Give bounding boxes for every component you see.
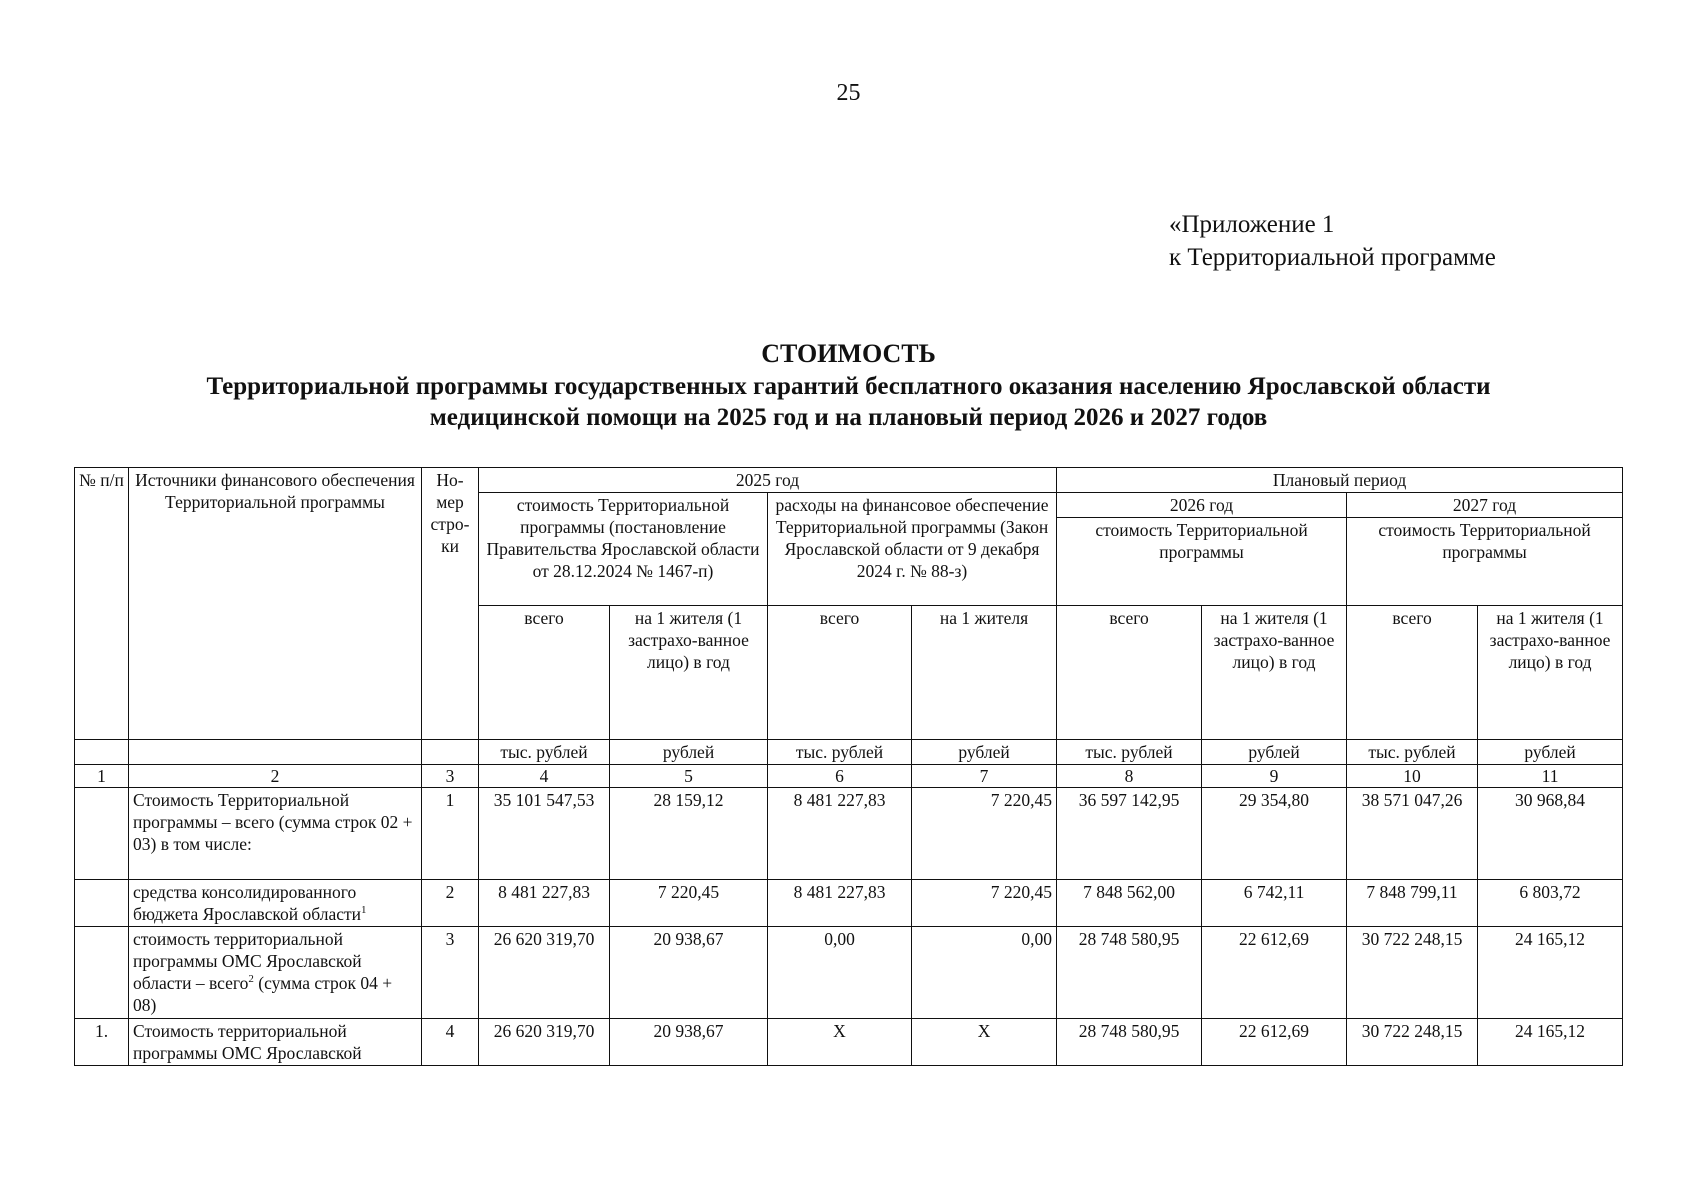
value-2027-total: 38 571 047,26 <box>1347 788 1478 880</box>
document-title <box>0 338 1697 433</box>
value-2026-per-capita: 6 742,11 <box>1202 880 1347 927</box>
header-expenses-2025: расходы на финансовое обеспечение Территориальной программы (Закон Ярославской области от 9 декабря 2024 г. № 88-з) <box>768 493 1057 606</box>
value-2025-exp-total: 8 481 227,83 <box>768 880 912 927</box>
unit-rub: рублей <box>1478 740 1623 765</box>
column-number: 7 <box>912 765 1057 788</box>
column-number: 8 <box>1057 765 1202 788</box>
value-2027-per-capita: 6 803,72 <box>1478 880 1623 927</box>
value-2027-total: 30 722 248,15 <box>1347 1019 1478 1066</box>
row-line-number: 1 <box>422 788 479 880</box>
value-2025-cost-total: 8 481 227,83 <box>479 880 610 927</box>
unit-rub: рублей <box>912 740 1057 765</box>
header-total: всего <box>768 606 912 740</box>
row-source: Стоимость Территориальной программы – всего (сумма строк 02 + 03) в том числе: <box>129 788 422 880</box>
column-number: 5 <box>610 765 768 788</box>
value-2025-cost-per-capita: 7 220,45 <box>610 880 768 927</box>
header-total: всего <box>479 606 610 740</box>
table-row <box>75 880 1623 927</box>
title-line-3: медицинской помощи на 2025 год и на плановый период 2026 и 2027 годов <box>429 404 1268 431</box>
value-2025-exp-per-capita: 7 220,45 <box>912 788 1057 880</box>
value-2027-total: 7 848 799,11 <box>1347 880 1478 927</box>
value-2025-exp-per-capita: 7 220,45 <box>912 880 1057 927</box>
header-per-resident: на 1 жителя <box>912 606 1057 740</box>
row-source-text: стоимость территориальной программы ОМС Ярославской области – всего <box>133 929 362 993</box>
units-empty <box>129 740 422 765</box>
value-2027-per-capita: 30 968,84 <box>1478 788 1623 880</box>
units-row <box>75 740 1623 765</box>
value-2025-exp-per-capita: Х <box>912 1019 1057 1066</box>
column-number: 4 <box>479 765 610 788</box>
row-line-number: 4 <box>422 1019 479 1066</box>
header-source: Источники финансового обеспечения Территориальной программы <box>129 468 422 740</box>
column-number: 9 <box>1202 765 1347 788</box>
row-line-number: 2 <box>422 880 479 927</box>
row-num <box>75 788 129 880</box>
header-cost-2026: стоимость Территориальной программы <box>1057 518 1347 606</box>
value-2026-total: 28 748 580,95 <box>1057 1019 1202 1066</box>
title-line-2: Территориальной программы государственных гарантий бесплатного оказания населению Ярославской области <box>206 373 1491 400</box>
header-planned-period: Плановый период <box>1057 468 1623 493</box>
footnote-mark: 2 <box>248 973 254 986</box>
row-num <box>75 927 129 1019</box>
units-empty <box>422 740 479 765</box>
value-2025-cost-total: 26 620 319,70 <box>479 927 610 1019</box>
value-2026-total: 7 848 562,00 <box>1057 880 1202 927</box>
header-year-2026: 2026 год <box>1057 493 1347 518</box>
row-source: Стоимость территориальной программы ОМС Ярославской <box>129 1019 422 1066</box>
header-per-insured: на 1 жителя (1 застрахо-ванное лицо) в год <box>1202 606 1347 740</box>
value-2025-exp-total: 8 481 227,83 <box>768 788 912 880</box>
header-line-number: Но-мер стро-ки <box>422 468 479 740</box>
header-per-insured: на 1 жителя (1 застрахо-ванное лицо) в год <box>1478 606 1623 740</box>
header-cost-2025: стоимость Территориальной программы (постановление Правительства Ярославской области от 28.12.2024 № 1467-п) <box>479 493 768 606</box>
row-source-text: средства консолидированного бюджета Ярославской области <box>133 882 362 924</box>
unit-rub: рублей <box>610 740 768 765</box>
appendix-line-2: к Территориальной программе <box>1169 244 1496 271</box>
header-num: № п/п <box>75 468 129 740</box>
value-2026-per-capita: 22 612,69 <box>1202 1019 1347 1066</box>
unit-thousand-rub: тыс. рублей <box>1347 740 1478 765</box>
unit-thousand-rub: тыс. рублей <box>768 740 912 765</box>
title-line-1: СТОИМОСТЬ <box>761 339 936 368</box>
value-2027-per-capita: 24 165,12 <box>1478 927 1623 1019</box>
header-cost-2027: стоимость Территориальной программы <box>1347 518 1623 606</box>
row-source <box>129 927 422 1019</box>
header-total: всего <box>1347 606 1478 740</box>
header-row-1 <box>75 468 1623 493</box>
column-numbers-row <box>75 765 1623 788</box>
header-total: всего <box>1057 606 1202 740</box>
value-2025-exp-per-capita: 0,00 <box>912 927 1057 1019</box>
row-line-number: 3 <box>422 927 479 1019</box>
column-number: 10 <box>1347 765 1478 788</box>
value-2025-cost-total: 35 101 547,53 <box>479 788 610 880</box>
cost-table <box>74 467 1623 1066</box>
column-number: 3 <box>422 765 479 788</box>
header-year-2025: 2025 год <box>479 468 1057 493</box>
value-2025-cost-total: 26 620 319,70 <box>479 1019 610 1066</box>
header-per-insured: на 1 жителя (1 застрахо-ванное лицо) в год <box>610 606 768 740</box>
unit-thousand-rub: тыс. рублей <box>1057 740 1202 765</box>
unit-thousand-rub: тыс. рублей <box>479 740 610 765</box>
value-2026-per-capita: 22 612,69 <box>1202 927 1347 1019</box>
units-empty <box>75 740 129 765</box>
column-number: 11 <box>1478 765 1623 788</box>
value-2025-cost-per-capita: 20 938,67 <box>610 1019 768 1066</box>
appendix-note <box>1169 208 1496 274</box>
column-number: 1 <box>75 765 129 788</box>
table-row <box>75 788 1623 880</box>
table-row <box>75 1019 1623 1066</box>
value-2027-per-capita: 24 165,12 <box>1478 1019 1623 1066</box>
page-number: 25 <box>836 80 861 106</box>
row-num <box>75 880 129 927</box>
column-number: 6 <box>768 765 912 788</box>
value-2025-cost-per-capita: 28 159,12 <box>610 788 768 880</box>
column-number: 2 <box>129 765 422 788</box>
value-2026-total: 36 597 142,95 <box>1057 788 1202 880</box>
footnote-mark: 1 <box>361 904 367 917</box>
header-year-2027: 2027 год <box>1347 493 1623 518</box>
row-source <box>129 880 422 927</box>
row-source-text: (сумма строк 04 + 08) <box>133 973 393 1015</box>
value-2026-total: 28 748 580,95 <box>1057 927 1202 1019</box>
value-2026-per-capita: 29 354,80 <box>1202 788 1347 880</box>
value-2025-exp-total: 0,00 <box>768 927 912 1019</box>
value-2025-cost-per-capita: 20 938,67 <box>610 927 768 1019</box>
value-2025-exp-total: Х <box>768 1019 912 1066</box>
unit-rub: рублей <box>1202 740 1347 765</box>
appendix-line-1: «Приложение 1 <box>1169 211 1335 238</box>
row-num: 1. <box>75 1019 129 1066</box>
value-2027-total: 30 722 248,15 <box>1347 927 1478 1019</box>
table-row <box>75 927 1623 1019</box>
